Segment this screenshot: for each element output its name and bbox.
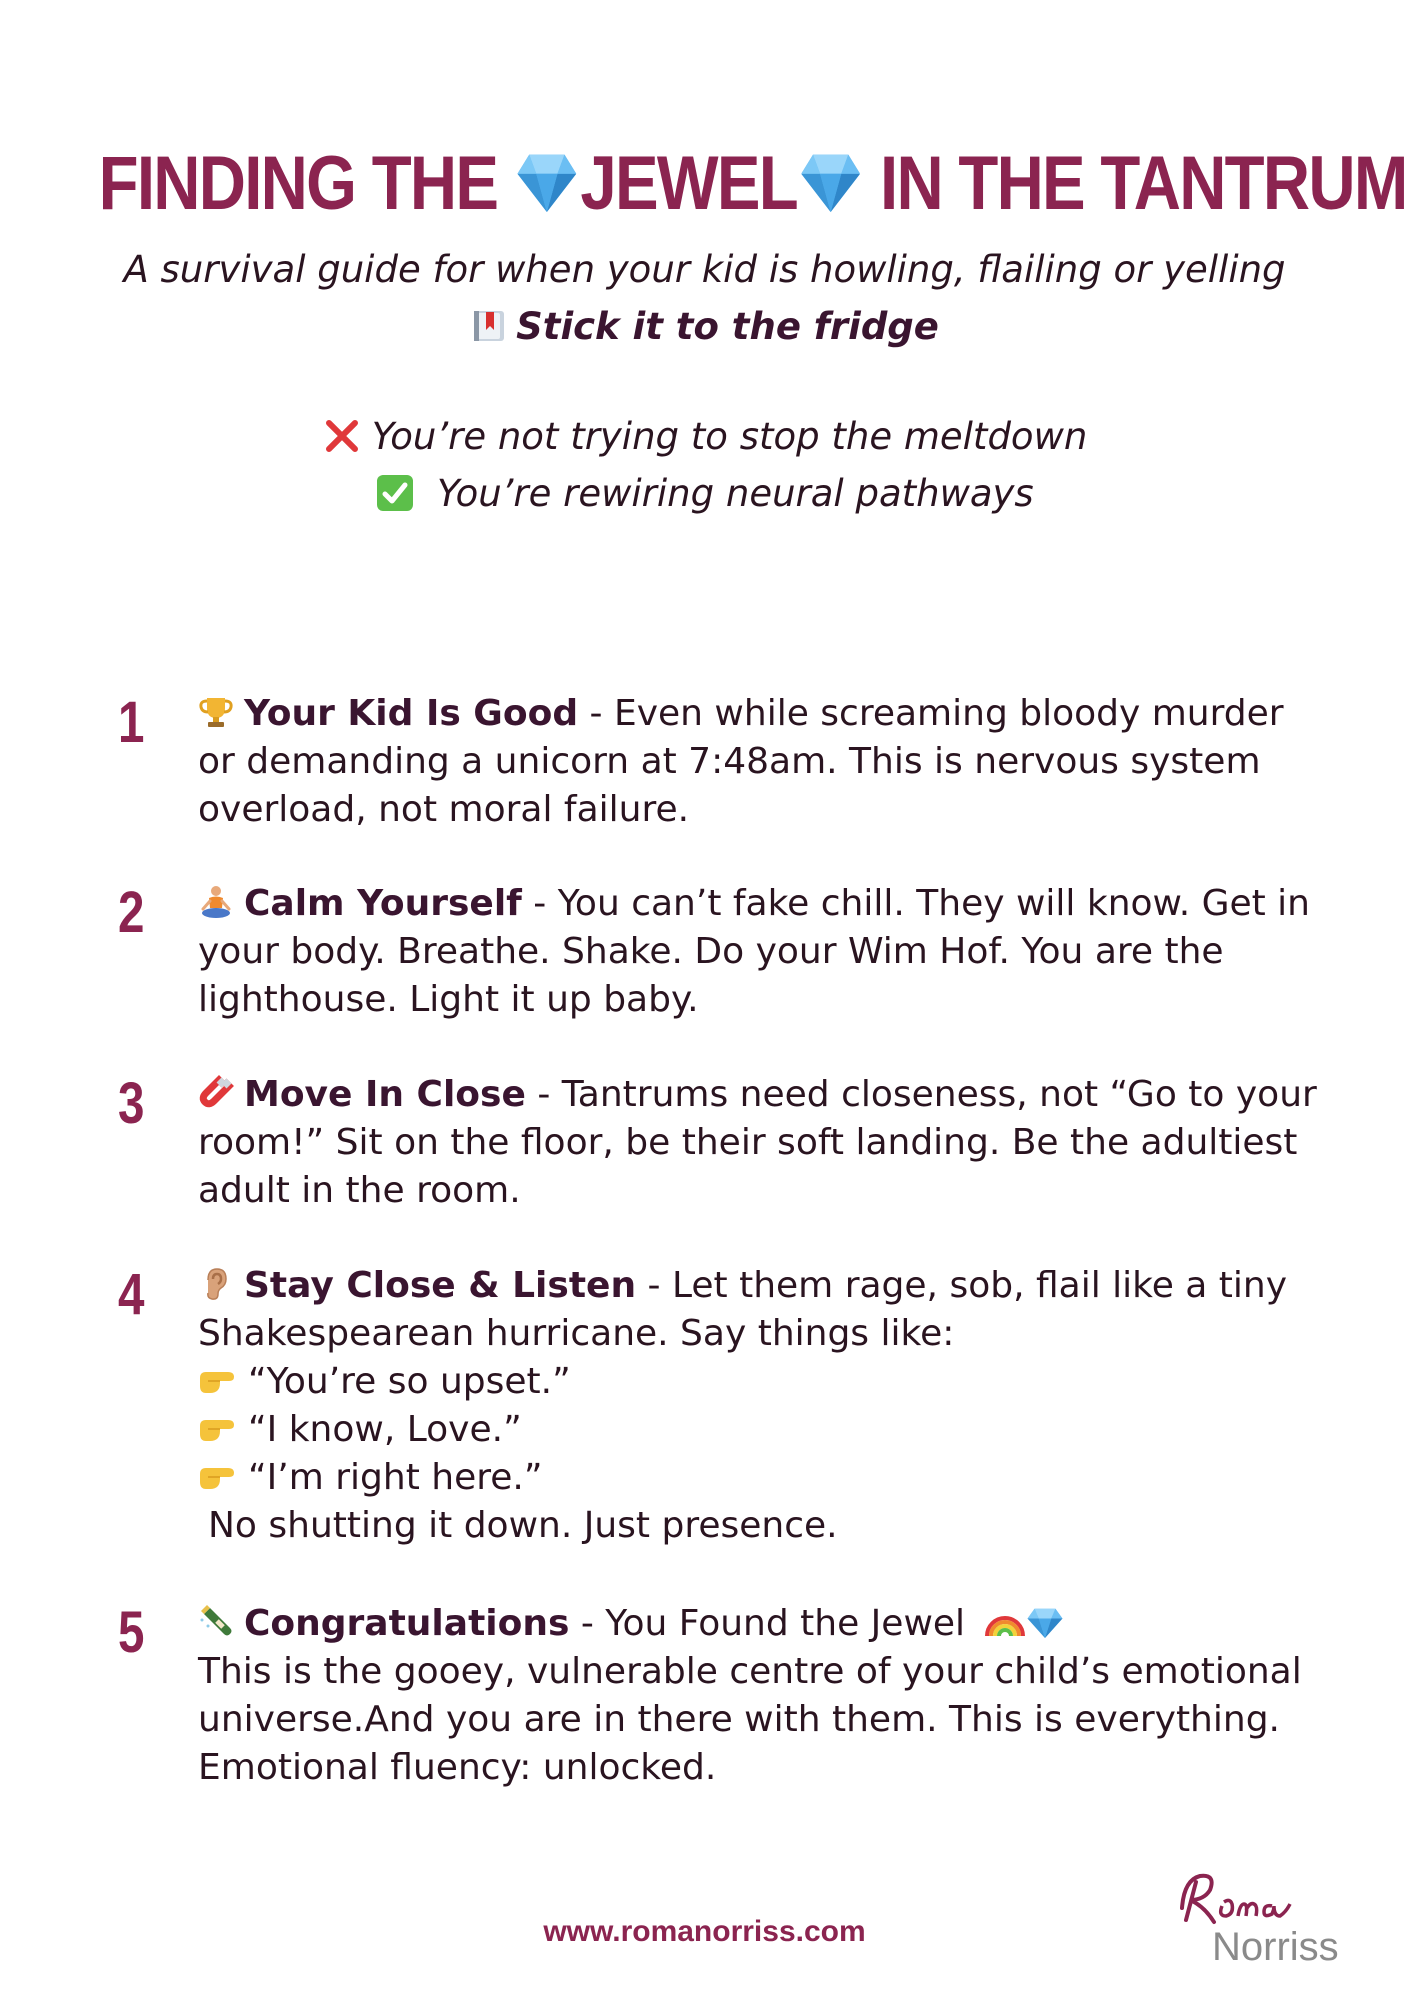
step-body bbox=[198, 690, 1318, 834]
pointing-hand-icon bbox=[198, 1414, 238, 1444]
step-heading: Your Kid Is Good bbox=[244, 693, 579, 734]
quote-text: “I’m right here.” bbox=[248, 1457, 543, 1498]
diamond-icon bbox=[518, 153, 577, 212]
step-text: - Tantrums need closeness, not “Go to your room!” Sit on the floor, be their soft landing. Be the adultiest adult in the room. bbox=[198, 1074, 1317, 1211]
step-number: 3 bbox=[118, 1071, 145, 1136]
champagne-bottle-icon bbox=[198, 1604, 234, 1640]
step-text: - You can’t fake chill. They will know. Get in your body. Breathe. Shake. Do your Wim Hof. You are the lighthouse. Light it up baby. bbox=[198, 883, 1310, 1020]
fridge-note-text: Stick it to the fridge bbox=[516, 305, 939, 348]
step-body bbox=[198, 880, 1318, 1024]
quote-text: “You’re so upset.” bbox=[248, 1361, 571, 1402]
not-line bbox=[0, 415, 1409, 458]
title-part3: IN THE TANTRUM bbox=[880, 141, 1407, 226]
step-number: 2 bbox=[118, 880, 145, 945]
step-number: 5 bbox=[118, 1600, 145, 1665]
diamond-icon bbox=[801, 153, 860, 212]
page-title bbox=[98, 140, 1407, 227]
step-heading: Move In Close bbox=[244, 1074, 526, 1115]
subtitle: A survival guide for when your kid is howling, flailing or yelling bbox=[123, 248, 1286, 291]
quote-line-3 bbox=[198, 1454, 1318, 1502]
diamond-icon bbox=[1027, 1608, 1063, 1638]
check-mark-icon bbox=[375, 473, 415, 513]
bookmark-book-icon bbox=[470, 308, 508, 344]
step-text: - Even while screaming bloody murder or demanding a unicorn at 7:48am. This is nervous system overload, not moral failure. bbox=[198, 693, 1284, 830]
cross-mark-icon bbox=[322, 416, 362, 456]
step-number: 1 bbox=[118, 690, 145, 755]
pointing-hand-icon bbox=[198, 1462, 238, 1492]
step-number: 4 bbox=[118, 1262, 145, 1327]
quote-line-2 bbox=[198, 1406, 1318, 1454]
step-text: - Let them rage, sob, flail like a tiny Shakespearean hurricane. Say things like: bbox=[198, 1265, 1288, 1354]
step-body bbox=[198, 1262, 1318, 1550]
title-part2: JEWEL bbox=[580, 141, 797, 226]
step-heading: Congratulations bbox=[244, 1603, 570, 1644]
fridge-note bbox=[0, 305, 1409, 348]
step-text-2: This is the gooey, vulnerable centre of your child’s emotional universe.And you are in there with them. This is everything. Emotional fluency: unlocked. bbox=[198, 1651, 1302, 1788]
step-body bbox=[198, 1600, 1318, 1792]
step-heading: Stay Close & Listen bbox=[244, 1265, 637, 1306]
meditating-person-icon bbox=[198, 884, 234, 920]
step-heading: Calm Yourself bbox=[244, 883, 522, 924]
svg-text:Norriss: Norriss bbox=[1212, 1925, 1339, 1969]
pointing-hand-icon bbox=[198, 1366, 238, 1396]
trophy-icon bbox=[198, 694, 234, 730]
not-line-text: You’re not trying to stop the meltdown bbox=[371, 415, 1088, 458]
step-text: - You Found the Jewel bbox=[569, 1603, 966, 1644]
yes-line-text: You’re rewiring neural pathways bbox=[437, 472, 1034, 515]
quote-line-1 bbox=[198, 1358, 1318, 1406]
roma-norriss-logo bbox=[1170, 1860, 1370, 1970]
step-body bbox=[198, 1071, 1318, 1215]
ear-icon bbox=[198, 1266, 234, 1302]
quote-text: “I know, Love.” bbox=[248, 1409, 522, 1450]
footer-url-link[interactable]: www.romanorriss.com bbox=[543, 1915, 866, 1948]
yes-line bbox=[0, 472, 1409, 515]
title-part1: FINDING THE bbox=[98, 141, 498, 226]
rainbow-icon bbox=[985, 1604, 1025, 1640]
magnet-icon bbox=[198, 1075, 234, 1111]
step-closing: No shutting it down. Just presence. bbox=[208, 1505, 838, 1546]
